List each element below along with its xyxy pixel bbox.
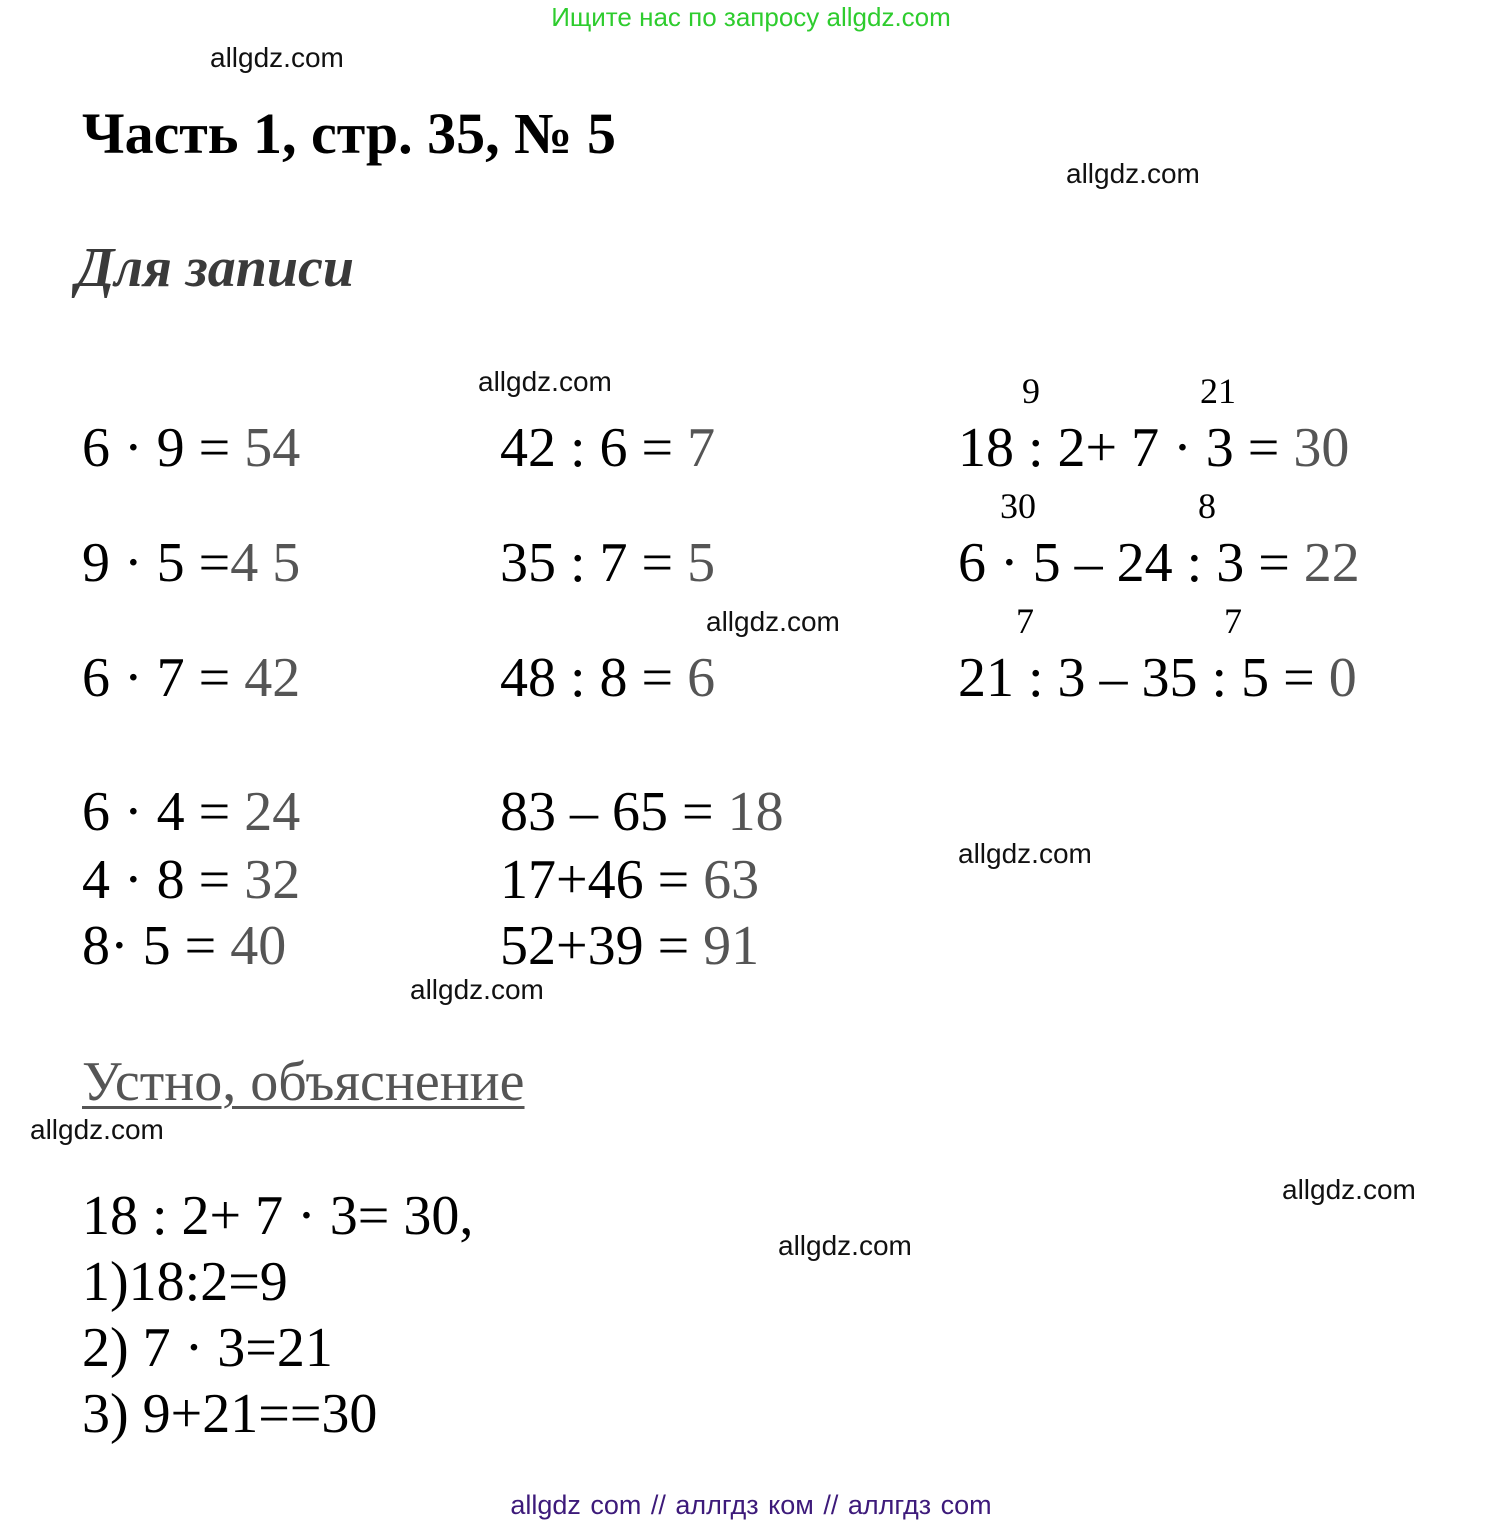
oral-expression: 18 : 2+ 7 · 3= 30, [82,1185,474,1247]
watermark: allgdz.com [478,366,612,397]
step-result: 8 [1198,486,1216,526]
equation: 18 : 2+ 7 · 3 = 30 [958,417,1350,479]
equation: 6 · 5 – 24 : 3 = 22 [958,532,1360,594]
equation: 9 · 5 =4 5 [82,532,301,594]
step-result: 9 [1022,371,1040,411]
step-result: 7 [1224,601,1242,641]
equation: 35 : 7 = 5 [500,532,716,594]
equation: 8· 5 = 40 [82,915,287,977]
equation: 48 : 8 = 6 [500,647,716,709]
equation: 6 · 7 = 42 [82,647,301,709]
page-title: Часть 1, стр. 35, № 5 [82,101,616,166]
oral-heading: Устно, объяснение [82,1051,525,1113]
step-result: 30 [1000,486,1036,526]
watermark: allgdz.com [1282,1174,1416,1205]
search-banner: Ищите нас по запросу allgdz.com [551,2,951,32]
equation: 21 : 3 – 35 : 5 = 0 [958,647,1357,709]
equation: 17+46 = 63 [500,849,760,911]
step-result: 7 [1016,601,1034,641]
watermark: allgdz.com [1066,158,1200,189]
equation: 4 · 8 = 32 [82,849,301,911]
equation: 42 : 6 = 7 [500,417,716,479]
watermark: allgdz.com [778,1230,912,1261]
equation: 83 – 65 = 18 [500,781,784,843]
watermark: allgdz.com [706,606,840,637]
step-result: 21 [1200,371,1236,411]
equation: 52+39 = 91 [500,915,760,977]
oral-step: 3) 9+21==30 [82,1383,378,1445]
equation: 6 · 9 = 54 [82,417,301,479]
oral-step: 1)18:2=9 [82,1251,288,1313]
watermark: allgdz.com [210,42,344,73]
footer-watermark: allgdz com // аллгдз ком // аллгдз com [510,1490,992,1520]
watermark: allgdz.com [30,1114,164,1145]
equation: 6 · 4 = 24 [82,781,301,843]
watermark: allgdz.com [410,974,544,1005]
oral-step: 2) 7 · 3=21 [82,1317,333,1379]
watermark: allgdz.com [958,838,1092,869]
section-title: Для записи [76,237,354,299]
